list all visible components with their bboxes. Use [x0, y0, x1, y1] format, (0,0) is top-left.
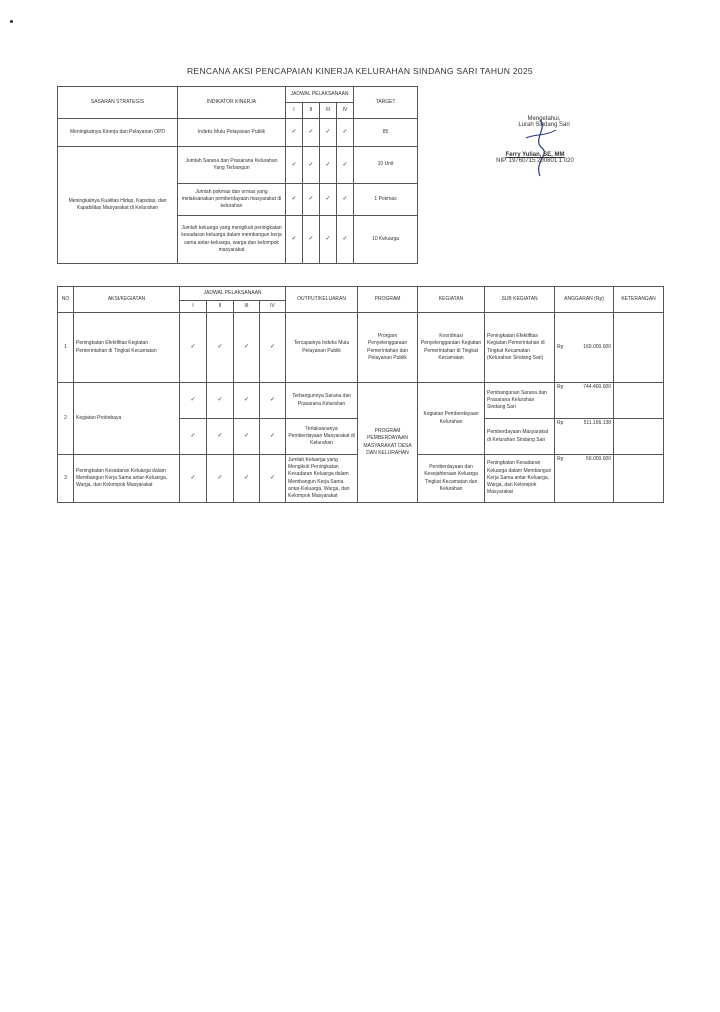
indikator-cell: Jumlah keluarga yang mengikuti peningkatan kesadaran keluarga dalam membangun kerja sama antar-keluarga, warga dan kelompok masyarakat	[178, 216, 286, 264]
check-icon: ✓	[180, 419, 207, 455]
check-icon: ✓	[207, 455, 234, 503]
anggaran-value: 511.166.138	[583, 420, 612, 426]
check-icon: ✓	[337, 216, 354, 264]
strategic-target-table	[57, 86, 418, 264]
check-icon: ✓	[260, 455, 286, 503]
row-number: 2	[58, 383, 74, 455]
indikator-cell: Indeks Mutu Pelayanan Publik	[178, 119, 286, 147]
check-icon: ✓	[286, 184, 303, 216]
header-indikator: INDIKATOR KINERJA	[178, 87, 286, 119]
table-row	[58, 313, 664, 383]
approval-label: Mengetahui,	[527, 116, 561, 122]
header-q4: IV	[337, 103, 354, 119]
output-cell: Jumlah Keluarga yang Mengikuti Peningkatan Kesadaran Keluarga dalam Membangun Kerja Sama antar-Keluarga, Warga, dan Kelompok Masyarakat	[286, 455, 358, 503]
header-program: PROGRAM	[358, 287, 418, 313]
anggaran-cell	[555, 455, 614, 503]
check-icon: ✓	[180, 455, 207, 503]
target-cell: 1 Pokmas	[354, 184, 418, 216]
check-icon: ✓	[286, 147, 303, 184]
header-no: NO	[58, 287, 74, 313]
keterangan-cell	[614, 455, 664, 503]
anggaran-value: 50.000.000	[586, 456, 612, 462]
header-sasaran: SASARAN STRATEGIS	[58, 87, 178, 119]
row-number: 3	[58, 455, 74, 503]
aksi-cell: Kegiatan Probebaya	[74, 383, 180, 455]
approval-signature-block	[480, 116, 590, 164]
output-cell: Terlaksananya Pemberdayaan Masyarakat di Kelurahan	[286, 419, 358, 455]
indikator-cell: Jumlah pokmas dan ormas yang melaksanakan pemberdayaan masyarakat di kelurahan	[178, 184, 286, 216]
check-icon: ✓	[320, 184, 337, 216]
keterangan-cell	[614, 313, 664, 383]
target-cell: 10 Keluarga	[354, 216, 418, 264]
table-row	[58, 383, 664, 419]
header-q3: III	[234, 301, 260, 313]
table-row	[58, 119, 418, 147]
kegiatan-cell: Pemberdayaan dan Kesejahteraan Keluarga Tingkat Kecamatan dan Kelurahan	[418, 455, 485, 503]
sasaran-cell: Meningkatnya Kualitas Hidup, Kapsitas, dan Kapabilitas Masyarakat di Kelurahan	[58, 147, 178, 264]
target-cell: 85	[354, 119, 418, 147]
check-icon: ✓	[234, 383, 260, 419]
header-keterangan: KETERANGAN	[614, 287, 664, 313]
check-icon: ✓	[320, 216, 337, 264]
header-aksi: AKSI/KEGIATAN	[74, 287, 180, 313]
check-icon: ✓	[180, 383, 207, 419]
check-icon: ✓	[260, 383, 286, 419]
check-icon: ✓	[337, 184, 354, 216]
program-cell: PROGRAM PEMBERDAYAAN MASYARAKAT DESA DAN KELURAHAN	[358, 383, 418, 503]
anggaran-cell	[555, 419, 614, 455]
check-icon: ✓	[234, 455, 260, 503]
sub-kegiatan-cell: Peningkatan Kesadaran Keluarga dalam Membangun Kerja Sama antar-Keluarga, Warga, dan Kelompok Masyarakat	[485, 455, 555, 503]
anggaran-value: 744.400.000	[583, 384, 612, 390]
header-output: OUTPUT/KELUARAN	[286, 287, 358, 313]
aksi-cell: Peningkatan Kesadaran Keluarga dalam Membangun Kerja Sama antar-Keluarga, Warga, dan Kelompok Masyarakat	[74, 455, 180, 503]
currency-label: Rp	[557, 343, 564, 350]
check-icon: ✓	[337, 119, 354, 147]
sub-kegiatan-cell: Pemberdayaan Masyarakat di Kelurahan Sindang Sari	[485, 419, 555, 455]
check-icon: ✓	[303, 184, 320, 216]
header-kegiatan: KEGIATAN	[418, 287, 485, 313]
scan-dot	[10, 20, 13, 23]
check-icon: ✓	[303, 216, 320, 264]
output-cell: Terbangunnya Sarana dan Prasarana Kelurahan	[286, 383, 358, 419]
check-icon: ✓	[337, 147, 354, 184]
output-cell: Tercapainya Indeks Mutu Pelayanan Publik	[286, 313, 358, 383]
check-icon: ✓	[260, 313, 286, 383]
kegiatan-cell: Koordinasi Penyelenggaraan Kegiatan Pemerintahan di Tingkat Kecamatan	[418, 313, 485, 383]
currency-label: Rp	[557, 384, 564, 390]
check-icon: ✓	[207, 383, 234, 419]
kegiatan-cell: Kegiatan Pemberdayaan Kelurahan	[418, 383, 485, 455]
header-q3: III	[320, 103, 337, 119]
header-jadwal: JADWAL PELAKSANAAN	[286, 87, 354, 103]
currency-label: Rp	[557, 456, 564, 462]
indikator-cell: Jumlah Sarana dan Prasarana Kelurahan Yang Terbangun	[178, 147, 286, 184]
check-icon: ✓	[286, 119, 303, 147]
check-icon: ✓	[320, 119, 337, 147]
header-target: TARGET	[354, 87, 418, 119]
check-icon: ✓	[320, 147, 337, 184]
check-icon: ✓	[303, 119, 320, 147]
check-icon: ✓	[303, 147, 320, 184]
row-number: 1	[58, 313, 74, 383]
check-icon: ✓	[260, 419, 286, 455]
check-icon: ✓	[180, 313, 207, 383]
signatory-nip: NIP. 19760715 200801 1 020	[496, 158, 574, 164]
document-title: RENCANA AKSI PENCAPAIAN KINERJA KELURAHAN SINDANG SARI TAHUN 2025	[187, 66, 533, 76]
sub-kegiatan-cell: Peningkatan Efektifitas Kegiatan Pemerintahan di Tingkat Kecamatan (Kelurahan Sindang Sari)	[485, 313, 555, 383]
target-cell: 10 Unit	[354, 147, 418, 184]
keterangan-cell	[614, 383, 664, 419]
header-anggaran: ANGGARAN (Rp)	[555, 287, 614, 313]
anggaran-value: 160.000.000	[583, 343, 612, 350]
check-icon: ✓	[207, 419, 234, 455]
anggaran-cell	[555, 383, 614, 419]
header-q1: I	[180, 301, 207, 313]
action-plan-table	[57, 286, 664, 503]
approval-position: Lurah Sindang Sari	[518, 122, 570, 128]
currency-label: Rp	[557, 420, 564, 426]
program-cell: Prorgam Penyelenggaraan Pemerintahan dan Pelayanan Publik	[358, 313, 418, 383]
sub-kegiatan-cell: Pembangunan Sarana dan Prasarana Kelurahan Sindang Sari	[485, 383, 555, 419]
header-q4: IV	[260, 301, 286, 313]
check-icon: ✓	[234, 419, 260, 455]
table-row	[58, 147, 418, 184]
header-sub-kegiatan: SUB KEGIATAN	[485, 287, 555, 313]
anggaran-cell	[555, 313, 614, 383]
header-q1: I	[286, 103, 303, 119]
header-q2: II	[303, 103, 320, 119]
signatory-name: Ferry Yulian, SE, MM	[505, 152, 565, 158]
aksi-cell: Peningkatan Efektifitas Kegiatan Pemerintahan di Tingkat Kecamatan	[74, 313, 180, 383]
sasaran-cell: Meningkatnya Kinerja dan Pelayanan OPD	[58, 119, 178, 147]
header-jadwal: JADWAL PELAKSANAAN	[180, 287, 286, 301]
check-icon: ✓	[286, 216, 303, 264]
check-icon: ✓	[207, 313, 234, 383]
header-q2: II	[207, 301, 234, 313]
keterangan-cell	[614, 419, 664, 455]
check-icon: ✓	[234, 313, 260, 383]
